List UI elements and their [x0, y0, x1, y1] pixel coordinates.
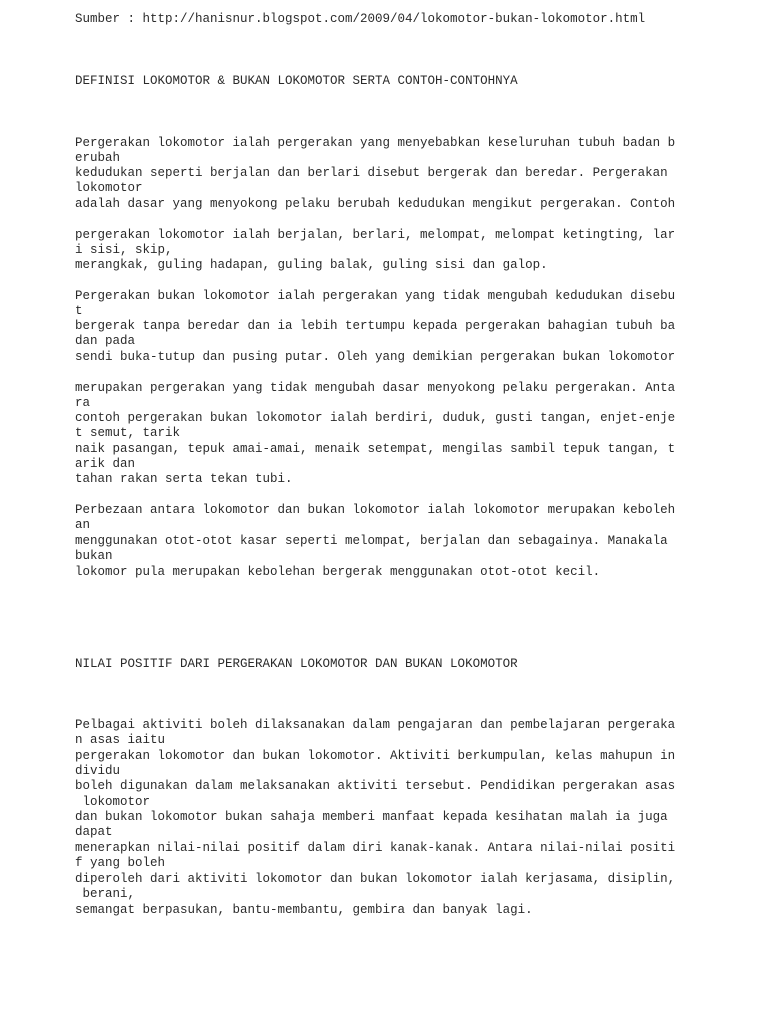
text-line: bukan: [75, 549, 113, 563]
text-line: berani,: [75, 887, 136, 901]
text-line: boleh digunakan dalam melaksanakan aktiviti tersebut. Pendidikan pergerakan asas: [75, 779, 676, 793]
text-line: Pelbagai aktiviti boleh dilaksanakan dalam pengajaran dan pembelajaran pergeraka: [75, 718, 676, 732]
text-line: Pergerakan lokomotor ialah pergerakan yang menyebabkan keseluruhan tubuh badan b: [75, 136, 676, 150]
heading-nilai-positif: NILAI POSITIF DARI PERGERAKAN LOKOMOTOR DAN BUKAN LOKOMOTOR: [75, 657, 518, 671]
text-line: diperoleh dari aktiviti lokomotor dan bukan lokomotor ialah kerjasama, disiplin,: [75, 872, 676, 886]
text-line: bergerak tanpa beredar dan ia lebih tertumpu kepada pergerakan bahagian tubuh ba: [75, 319, 676, 333]
text-line: dan bukan lokomotor bukan sahaja memberi manfaat kepada kesihatan malah ia juga: [75, 810, 668, 824]
text-line: dapat: [75, 825, 113, 839]
text-line: an: [75, 518, 91, 532]
text-line: semangat berpasukan, bantu-membantu, gembira dan banyak lagi.: [75, 903, 533, 917]
text-line: adalah dasar yang menyokong pelaku berubah kedudukan mengikut pergerakan. Contoh: [75, 197, 676, 211]
text-line: erubah: [75, 151, 121, 165]
text-line: ra: [75, 396, 91, 410]
text-line: Perbezaan antara lokomotor dan bukan lokomotor ialah lokomotor merupakan keboleh: [75, 503, 676, 517]
text-line: merupakan pergerakan yang tidak mengubah dasar menyokong pelaku pergerakan. Anta: [75, 381, 676, 395]
text-line: lokomotor: [75, 795, 151, 809]
text-line: merangkak, guling hadapan, guling balak, guling sisi dan galop.: [75, 258, 548, 272]
text-line: sendi buka-tutup dan pusing putar. Oleh yang demikian pergerakan bukan lokomotor: [75, 350, 676, 364]
text-line: pergerakan lokomotor dan bukan lokomotor. Aktiviti berkumpulan, kelas mahupun in: [75, 749, 676, 763]
text-line: Pergerakan bukan lokomotor ialah pergerakan yang tidak mengubah kedudukan disebu: [75, 289, 676, 303]
text-line: lokomor pula merupakan kebolehan bergerak menggunakan otot-otot kecil.: [75, 565, 601, 579]
text-line: contoh pergerakan bukan lokomotor ialah berdiri, duduk, gusti tangan, enjet-enje: [75, 411, 676, 425]
source-line: Sumber : http://hanisnur.blogspot.com/2009/04/lokomotor-bukan-lokomotor.html: [75, 12, 646, 26]
text-line: arik dan: [75, 457, 136, 471]
text-line: pergerakan lokomotor ialah berjalan, berlari, melompat, melompat ketingting, lar: [75, 228, 676, 242]
heading-definisi: DEFINISI LOKOMOTOR & BUKAN LOKOMOTOR SERTA CONTOH-CONTOHNYA: [75, 74, 518, 88]
text-line: menggunakan otot-otot kasar seperti melompat, berjalan dan sebagainya. Manakala: [75, 534, 668, 548]
text-line: t: [75, 304, 83, 318]
text-line: n asas iaitu: [75, 733, 166, 747]
text-line: naik pasangan, tepuk amai-amai, menaik setempat, mengilas sambil tepuk tangan, t: [75, 442, 676, 456]
text-line: kedudukan seperti berjalan dan berlari disebut bergerak dan beredar. Pergerakan: [75, 166, 668, 180]
text-line: dan pada: [75, 334, 136, 348]
text-line: i sisi, skip,: [75, 243, 173, 257]
text-line: t semut, tarik: [75, 426, 181, 440]
text-line: f yang boleh: [75, 856, 166, 870]
text-line: dividu: [75, 764, 121, 778]
text-line: lokomotor: [75, 181, 143, 195]
text-line: menerapkan nilai-nilai positif dalam diri kanak-kanak. Antara nilai-nilai positi: [75, 841, 676, 855]
text-line: tahan rakan serta tekan tubi.: [75, 472, 293, 486]
